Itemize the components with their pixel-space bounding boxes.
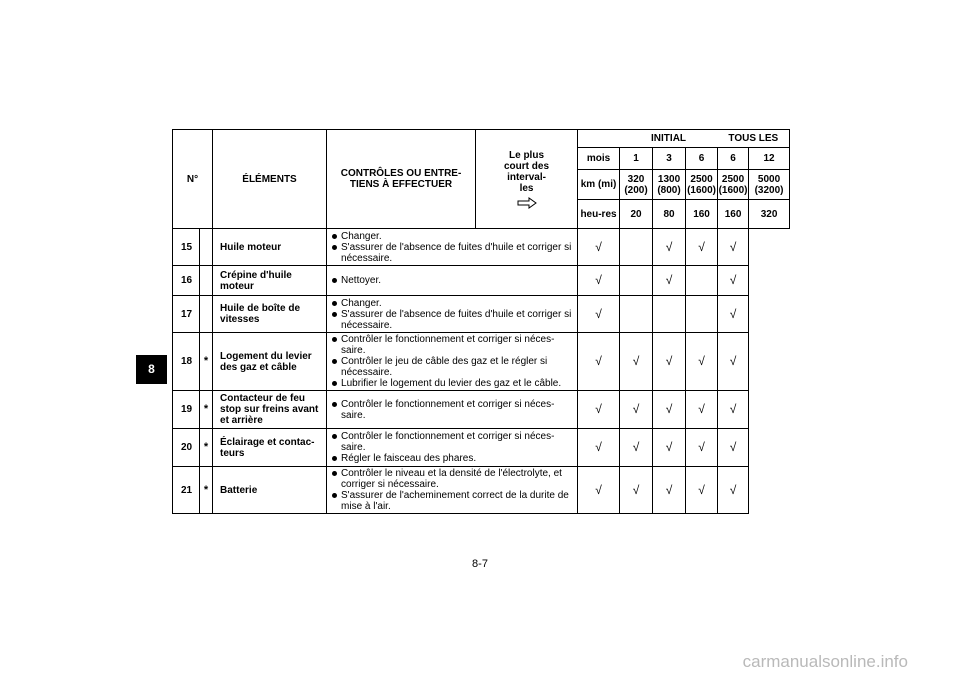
interval-value: 3 (653, 148, 686, 170)
check-mark: √ (578, 266, 620, 296)
check-mark: √ (620, 467, 653, 514)
table-row (173, 266, 790, 296)
section-tab: 8 (136, 355, 167, 384)
check-item: S'assurer de l'absence de fuites d'huile et corriger si nécessaire. (331, 309, 573, 331)
item-element: Batterie (213, 467, 327, 514)
check-mark: √ (620, 429, 653, 467)
check-mark: √ (718, 229, 749, 266)
check-mark: √ (578, 429, 620, 467)
item-element: Crépine d'huile moteur (213, 266, 327, 296)
check-mark: √ (578, 333, 620, 391)
page-number: 8-7 (472, 558, 488, 570)
interval-value: 320 (749, 200, 790, 229)
check-mark (620, 266, 653, 296)
check-mark: √ (718, 391, 749, 429)
item-checks (327, 333, 578, 391)
unit-label: heu-res (578, 200, 620, 229)
interval-value: 6 (718, 148, 749, 170)
interval-value: 5000 (3200) (749, 170, 790, 200)
interval-value: 160 (686, 200, 718, 229)
item-number: 17 (173, 296, 200, 333)
item-element: Huile moteur (213, 229, 327, 266)
check-mark: √ (653, 333, 686, 391)
table-row (173, 296, 790, 333)
header-interval (476, 130, 578, 229)
check-mark: √ (620, 333, 653, 391)
item-checks (327, 467, 578, 514)
check-item: Lubrifier le logement du levier des gaz et le câble. (331, 378, 573, 389)
item-number: 21 (173, 467, 200, 514)
item-number: 20 (173, 429, 200, 467)
dealer-service-mark: * (200, 467, 213, 514)
check-mark: √ (653, 391, 686, 429)
check-mark: √ (686, 229, 718, 266)
check-item: Changer. (331, 231, 573, 242)
watermark: carmanualsonline.info (742, 652, 908, 671)
header-interval-label: Le plus court des interval-les (504, 149, 550, 194)
table-row (173, 429, 790, 467)
check-item: Contrôler le niveau et la densité de l'électrolyte, et corriger si nécessaire. (331, 468, 573, 490)
check-item: Contrôler le fonctionnement et corriger si néces-saire. (331, 431, 573, 453)
check-mark: √ (686, 429, 718, 467)
check-mark: √ (653, 429, 686, 467)
header-initial: INITIAL (620, 130, 718, 148)
dealer-service-mark (200, 266, 213, 296)
table-row (173, 467, 790, 514)
interval-value: 320 (200) (620, 170, 653, 200)
interval-value: 12 (749, 148, 790, 170)
check-mark: √ (578, 391, 620, 429)
maintenance-table (172, 129, 790, 514)
dealer-service-mark: * (200, 429, 213, 467)
check-mark: √ (718, 296, 749, 333)
item-number: 19 (173, 391, 200, 429)
arrow-right-icon (517, 197, 537, 209)
dealer-service-mark: * (200, 391, 213, 429)
check-item: S'assurer de l'acheminement correct de la durite de mise à l'air. (331, 490, 573, 512)
item-number: 16 (173, 266, 200, 296)
interval-value: 6 (686, 148, 718, 170)
check-item: S'assurer de l'absence de fuites d'huile et corriger si nécessaire. (331, 242, 573, 264)
interval-value: 80 (653, 200, 686, 229)
check-item: Contrôler le fonctionnement et corriger si néces-saire. (331, 334, 573, 356)
check-mark: √ (578, 296, 620, 333)
check-item: Contrôler le jeu de câble des gaz et le régler si nécessaire. (331, 356, 573, 378)
item-checks (327, 266, 578, 296)
check-mark: √ (718, 429, 749, 467)
interval-value: 2500 (1600) (686, 170, 718, 200)
item-checks (327, 391, 578, 429)
check-mark: √ (718, 333, 749, 391)
check-mark: √ (718, 467, 749, 514)
check-mark: √ (653, 467, 686, 514)
item-element: Éclairage et contac-teurs (213, 429, 327, 467)
item-checks (327, 429, 578, 467)
check-mark: √ (718, 266, 749, 296)
dealer-service-mark (200, 229, 213, 266)
check-mark (686, 296, 718, 333)
dealer-service-mark: * (200, 333, 213, 391)
check-mark: √ (686, 333, 718, 391)
unit-label: km (mi) (578, 170, 620, 200)
interval-value: 20 (620, 200, 653, 229)
dealer-service-mark (200, 296, 213, 333)
header-every: TOUS LES (718, 130, 790, 148)
check-mark (653, 296, 686, 333)
item-element: Logement du levier des gaz et câble (213, 333, 327, 391)
item-number: 18 (173, 333, 200, 391)
check-mark: √ (578, 467, 620, 514)
check-mark: √ (686, 391, 718, 429)
check-item: Changer. (331, 298, 573, 309)
check-item: Nettoyer. (331, 275, 573, 286)
header-no: N° (173, 130, 213, 229)
interval-value: 160 (718, 200, 749, 229)
item-element: Huile de boîte de vitesses (213, 296, 327, 333)
check-mark (686, 266, 718, 296)
check-mark (620, 229, 653, 266)
item-element: Contacteur de feu stop sur freins avant et arrière (213, 391, 327, 429)
unit-label: mois (578, 148, 620, 170)
header-elements: ÉLÉMENTS (213, 130, 327, 229)
check-mark: √ (686, 467, 718, 514)
item-checks (327, 296, 578, 333)
header-checks: CONTRÔLES OU ENTRE-TIENS À EFFECTUER (327, 130, 476, 229)
item-number: 15 (173, 229, 200, 266)
table-row (173, 391, 790, 429)
table-row (173, 333, 790, 391)
interval-value: 2500 (1600) (718, 170, 749, 200)
check-mark: √ (578, 229, 620, 266)
check-mark: √ (653, 266, 686, 296)
item-checks (327, 229, 578, 266)
check-mark: √ (620, 391, 653, 429)
table-row (173, 229, 790, 266)
interval-value: 1 (620, 148, 653, 170)
check-item: Contrôler le fonctionnement et corriger si néces-saire. (331, 399, 573, 421)
check-mark: √ (653, 229, 686, 266)
interval-value: 1300 (800) (653, 170, 686, 200)
check-mark (620, 296, 653, 333)
check-item: Régler le faisceau des phares. (331, 453, 573, 464)
